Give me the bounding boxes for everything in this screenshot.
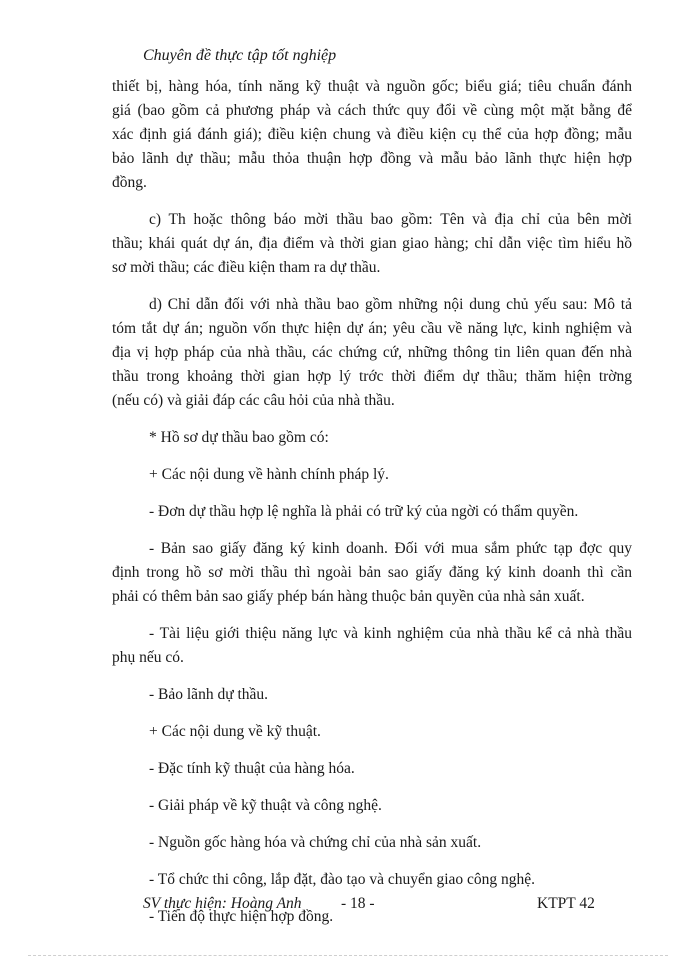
text-line: thiết bị, hàng hóa, tính năng kỹ thuật và nguồn gốc; biểu giá; tiêu chuẩn đánh (112, 78, 632, 95)
text-line: định trong hồ sơ mời thầu thì ngoài bản sao giấy đăng ký kinh doanh thì cần (112, 564, 632, 581)
text-line: phụ nếu có. (112, 649, 184, 666)
text-line: bảo lãnh dự thầu; mẫu thỏa thuận hợp đồng và mẫu bảo lãnh thực hiện hợp (112, 150, 632, 167)
paragraph-c (112, 208, 632, 280)
section-heading-bid-dossier: * Hồ sơ dự thầu bao gồm có: (149, 429, 329, 446)
page-body (112, 75, 632, 929)
text-line: d) Chỉ dẫn đối với nhà thầu bao gồm những nội dung chủ yếu sau: Mô tả (149, 296, 632, 313)
paragraph-d (112, 293, 632, 413)
paragraph-continuation (112, 75, 632, 195)
text-line: phải có thêm bản sao giấy phép bán hàng thuộc bản quyền của nhà sản xuất. (112, 588, 585, 605)
paragraph-capability-docs (112, 622, 632, 670)
paragraph-business-license (112, 537, 632, 609)
text-line: xác định giá đánh giá); điều kiện chung và điều kiện cụ thể của hợp đồng; mẫu (112, 126, 632, 143)
list-item: + Các nội dung về hành chính pháp lý. (149, 466, 389, 483)
text-line: (nếu có) và giải đáp các câu hỏi của nhà thầu. (112, 392, 395, 409)
page-header-title: Chuyên đề thực tập tốt nghiệp (143, 47, 337, 64)
list-item: - Giải pháp về kỹ thuật và công nghệ. (149, 797, 382, 814)
footer-page-number: - 18 - (341, 895, 375, 912)
list-item: - Đơn dự thầu hợp lệ nghĩa là phải có trữ ký của ngời có thẩm quyền. (149, 503, 579, 520)
footer-student-name: SV thực hiện: Hoàng Anh (143, 895, 302, 912)
page-bottom-divider (28, 955, 668, 956)
text-line: giá (bao gồm cả phương pháp và cách thức quy đổi về cùng một mặt bằng để (112, 102, 632, 119)
list-item: - Bảo lãnh dự thầu. (149, 686, 269, 703)
text-line: địa vị hợp pháp của nhà thầu, các chứng cứ, những thông tin liên quan đến nhà (112, 344, 632, 361)
text-line: - Bản sao giấy đăng ký kinh doanh. Đối với mua sắm phức tạp đợc quy (149, 540, 632, 557)
text-line: thầu; khái quát dự án, địa điểm và thời gian giao hàng; chỉ dẫn việc tìm hiểu hồ (112, 235, 632, 252)
text-line: - Tài liệu giới thiệu năng lực và kinh nghiệm của nhà thầu kể cả nhà thầu (149, 625, 632, 642)
list-item: - Nguồn gốc hàng hóa và chứng chỉ của nhà sản xuất. (149, 834, 482, 851)
text-line: tóm tắt dự án; nguồn vốn thực hiện dự án; yêu cầu về năng lực, kinh nghiệm và (112, 320, 632, 337)
list-item: - Đặc tính kỹ thuật của hàng hóa. (149, 760, 355, 777)
text-line: sơ mời thầu; các điều kiện tham ra dự thầu. (112, 259, 381, 276)
page-footer (0, 893, 700, 917)
footer-class-code: KTPT 42 (537, 895, 595, 912)
text-line: đồng. (112, 174, 147, 191)
list-item: + Các nội dung về kỹ thuật. (149, 723, 321, 740)
text-line: thầu trong khoảng thời gian hợp lý trớc thời điểm dự thầu; thăm hiện trờng (112, 368, 632, 385)
list-item: - Tiến độ thực hiện hợp đồng. (149, 908, 334, 925)
list-item: - Tổ chức thi công, lắp đặt, đào tạo và chuyển giao công nghệ. (149, 871, 536, 888)
text-line: c) Th hoặc thông báo mời thầu bao gồm: Tên và địa chỉ của bên mời (149, 211, 632, 228)
